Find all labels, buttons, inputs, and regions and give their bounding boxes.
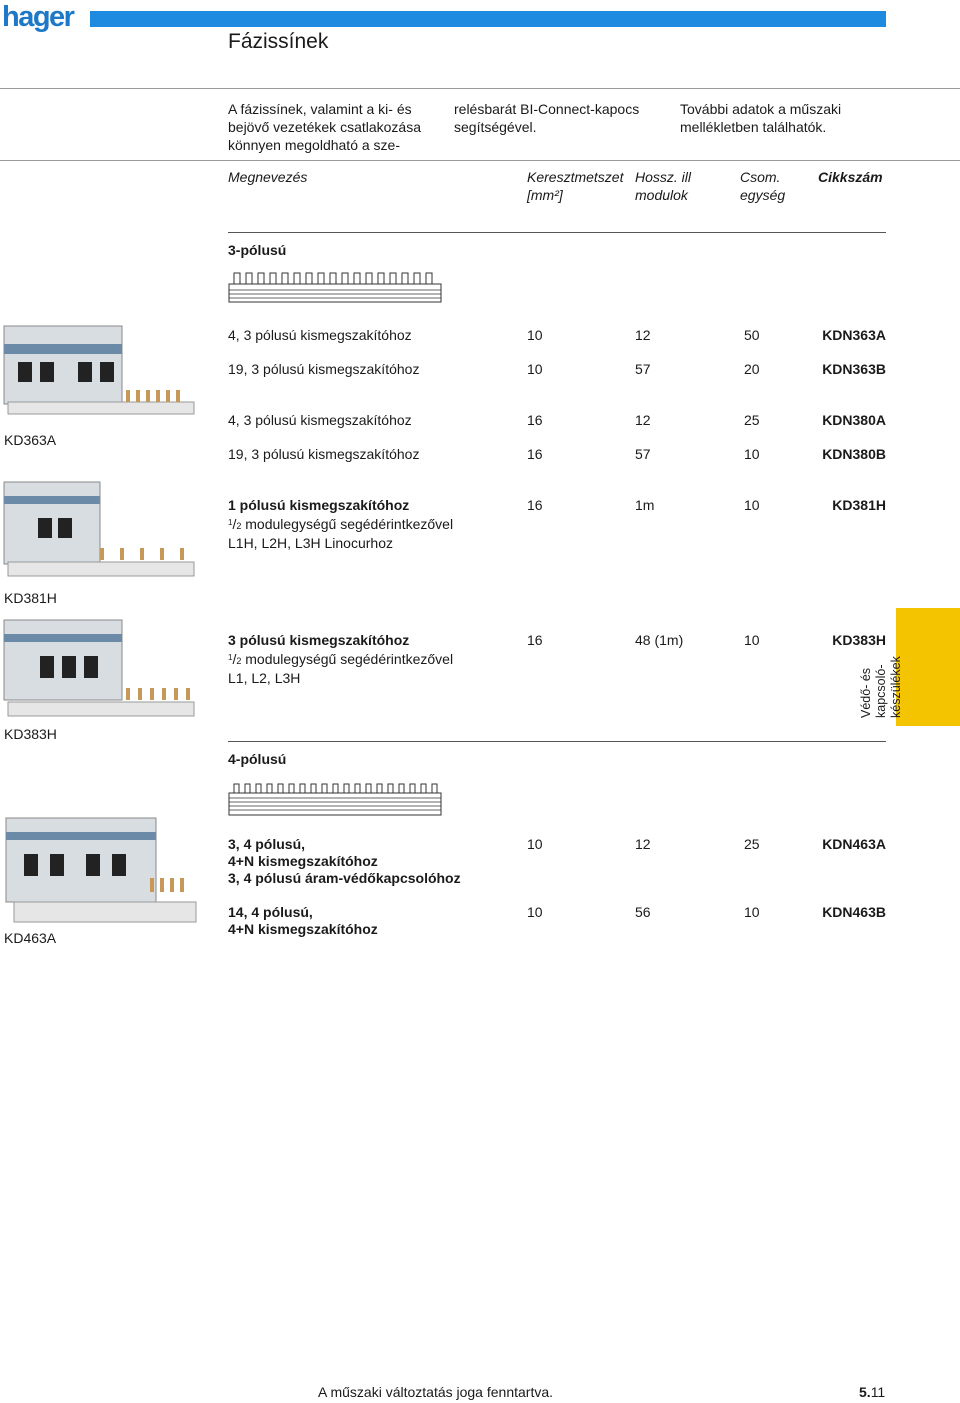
fraction-den: 2 [236, 656, 242, 666]
row-name-line2: 4+N kismegszakítóhoz [228, 853, 378, 869]
section-divider [228, 232, 886, 233]
row-name: 14, 4 pólusú, [228, 904, 313, 920]
header-code: Cikkszám [818, 169, 883, 185]
row-name-line2: 4+N kismegszakítóhoz [228, 921, 378, 937]
header-package-line1: Csom. [740, 169, 781, 185]
row-length: 57 [635, 446, 651, 462]
row-cross: 16 [527, 446, 543, 462]
row-name: 19, 3 pólusú kismegszakítóhoz [228, 446, 420, 462]
row-cross: 10 [527, 361, 543, 377]
table-row [228, 327, 412, 344]
row-length: 12 [635, 836, 651, 852]
header-cross-line2: [mm²] [527, 187, 563, 203]
row-sub: $^1$/2 modulegységű segédérintkezővel [228, 651, 454, 667]
table-row [228, 412, 412, 429]
row-length: 48 (1m) [635, 632, 684, 648]
product-image-kd463a [0, 814, 200, 926]
row-code: KD383H [832, 632, 886, 648]
row-unit: 25 [744, 836, 760, 852]
page-number-chapter: 5. [859, 1384, 871, 1400]
intro-line: segítségével. [454, 119, 537, 135]
footer-note: A műszaki változtatás joga fenntartva. [318, 1384, 554, 1400]
row-name: 4, 3 pólusú kismegszakítóhoz [228, 327, 412, 343]
intro-col-1 [228, 100, 443, 154]
divider [0, 88, 960, 89]
header-package [740, 168, 785, 204]
side-tab-line: Védő- és [859, 667, 873, 718]
section-heading-3pole: 3-pólusú [228, 242, 287, 258]
intro-line: bejövő vezetékek csatlakozása [228, 119, 421, 135]
product-image-kd383h [0, 616, 200, 720]
image-label-kd383h: KD383H [4, 726, 57, 742]
side-tab-line: kapcsoló- [874, 664, 888, 718]
row-length: 12 [635, 327, 651, 343]
row-name: 4, 3 pólusú kismegszakítóhoz [228, 412, 412, 428]
table-row [228, 497, 518, 552]
side-tab-line: készülékek [889, 656, 903, 718]
row-unit: 20 [744, 361, 760, 377]
table-row [228, 904, 518, 938]
row-name: 1 pólusú kismegszakítóhoz [228, 497, 410, 513]
table-row [228, 836, 518, 887]
header-name: Megnevezés [228, 169, 308, 185]
row-code: KDN380B [822, 446, 886, 462]
header-bar [90, 11, 886, 27]
intro-line: További adatok a műszaki [680, 101, 842, 117]
row-sub-text: modulegységű segédérintkezővel [245, 516, 454, 532]
row-unit: 50 [744, 327, 760, 343]
intro-line: A fázissínek, valamint a ki- és [228, 101, 412, 117]
header-length-line2: modulok [635, 187, 688, 203]
row-code: KDN463A [822, 836, 886, 852]
row-unit: 10 [744, 632, 760, 648]
intro-line: relésbarát BI-Connect-kapocs [454, 101, 640, 117]
row-unit: 25 [744, 412, 760, 428]
busbar-3pole-drawing [228, 270, 442, 306]
row-sub: $^1$/2 modulegységű segédérintkezővel [228, 516, 454, 532]
row-name-line3: 3, 4 pólusú áram-védőkapcsolóhoz [228, 870, 461, 886]
intro-line: könnyen megoldható a sze- [228, 137, 400, 153]
image-label-kd463a: KD463A [4, 930, 57, 946]
product-image-kd363a [0, 322, 200, 422]
intro-line: mellékletben találhatók. [680, 119, 827, 135]
fraction-den: 2 [236, 521, 242, 531]
busbar-4pole-drawing [228, 781, 442, 819]
header-package-line2: egység [740, 187, 786, 203]
intro-col-3 [680, 100, 890, 136]
row-length: 12 [635, 412, 651, 428]
product-image-kd381h [0, 478, 200, 582]
header-cross-line1: Keresztmetszet [527, 169, 624, 185]
row-name: 19, 3 pólusú kismegszakítóhoz [228, 361, 420, 377]
row-length: 56 [635, 904, 651, 920]
row-cross: 16 [527, 497, 543, 513]
row-name: 3, 4 pólusú, [228, 836, 306, 852]
image-label-kd363a: KD363A [4, 432, 57, 448]
row-cross: 16 [527, 412, 543, 428]
row-code: KDN363A [822, 327, 886, 343]
intro-col-2 [454, 100, 669, 136]
table-row [228, 446, 419, 463]
table-row [228, 632, 518, 687]
page-number-page: 11 [870, 1384, 886, 1400]
section-divider [228, 741, 886, 742]
header-cross-section [527, 168, 623, 204]
divider [0, 160, 960, 161]
header-length-line1: Hossz. ill [635, 169, 692, 185]
row-sub-text: modulegységű segédérintkezővel [245, 651, 454, 667]
page-number [859, 1384, 885, 1400]
page-title: Fázissínek [228, 30, 329, 53]
row-cross: 10 [527, 327, 543, 343]
row-length: 1m [635, 497, 655, 513]
header-length [635, 168, 691, 204]
row-unit: 10 [744, 497, 760, 513]
row-cross: 16 [527, 632, 543, 648]
row-unit: 10 [744, 446, 760, 462]
row-code: KDN380A [822, 412, 886, 428]
section-heading-4pole: 4-pólusú [228, 751, 287, 767]
row-name: 3 pólusú kismegszakítóhoz [228, 632, 410, 648]
row-cross: 10 [527, 836, 543, 852]
side-tab-label [859, 616, 904, 718]
row-cross: 10 [527, 904, 543, 920]
image-label-kd381h: KD381H [4, 590, 57, 606]
table-row [228, 361, 419, 378]
row-sub-text: L1H, L2H, L3H Linocurhoz [228, 535, 393, 551]
row-length: 57 [635, 361, 651, 377]
row-code: KD381H [832, 497, 886, 513]
row-code: KDN463B [822, 904, 886, 920]
fraction-num: 1 [228, 653, 233, 662]
row-sub-text: L1, L2, L3H [228, 670, 301, 686]
row-code: KDN363B [822, 361, 886, 377]
fraction-num: 1 [228, 518, 233, 527]
row-unit: 10 [744, 904, 760, 920]
hager-logo: hager [2, 1, 74, 33]
